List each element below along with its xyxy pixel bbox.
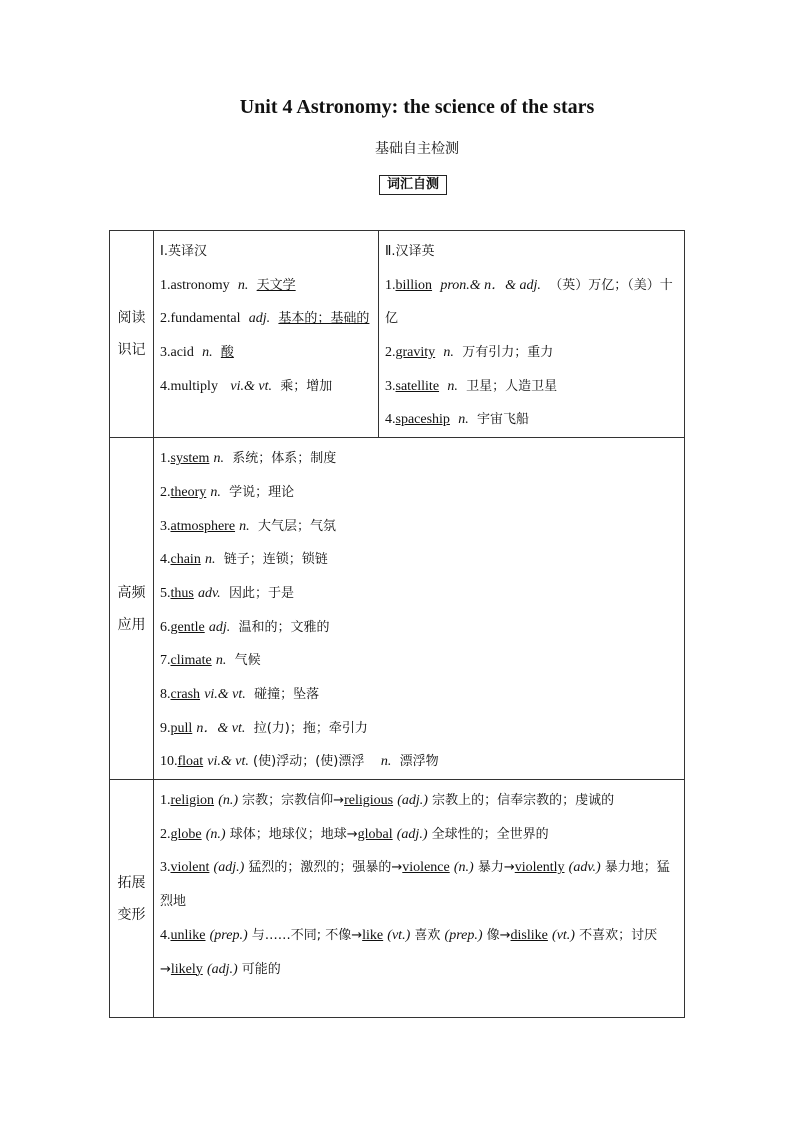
part1-heading: Ⅰ.英译汉 — [160, 244, 207, 259]
chinese-to-english-cell — [379, 231, 685, 438]
list-item: 3.atmosphere n. 大气层；气氛 — [160, 518, 336, 534]
list-item: 9.pull n．& vt. 拉(力)；拖；牵引力 — [160, 720, 368, 736]
part2-heading: Ⅱ.汉译英 — [385, 244, 435, 259]
frequent-cell — [154, 438, 685, 780]
list-item: 7.climate n. 气候 — [160, 653, 261, 669]
list-item: 4.unlike (prep.) 与……不同; 不像→like (vt.) 喜欢 (prep.) 像→dislike (vt.) 不喜欢；讨厌→likely (adj.) 可能的 — [160, 927, 658, 977]
list-item: 2.gravity n. 万有引力；重力 — [385, 345, 554, 361]
table-row — [110, 438, 685, 780]
list-item: 3.acid n. 酸 — [160, 345, 234, 361]
table-row — [110, 231, 685, 438]
category-frequent — [110, 438, 154, 780]
list-item: 4.chain n. 链子；连锁；锁链 — [160, 552, 328, 568]
list-item: 6.gentle adj. 温和的；文雅的 — [160, 619, 330, 635]
list-item: 10.float vi.& vt. (使)浮动；(使)漂浮 n. 漂浮物 — [160, 754, 439, 770]
category-label: 拓展变形 — [117, 874, 146, 923]
list-item: 8.crash vi.& vt. 碰撞；坠落 — [160, 686, 320, 702]
list-item: 2.theory n. 学说；理论 — [160, 484, 295, 500]
category-label: 阅读识记 — [117, 310, 146, 359]
list-item: 3.violent (adj.) 猛烈的；激烈的；强暴的→violence (n.) 暴力→violently (adv.) 暴力地；猛烈地 — [160, 860, 670, 910]
list-item: 4.multiply vi.& vt. 乘；增加 — [160, 378, 333, 394]
list-item: 2.globe (n.) 球体；地球仪；地球→global (adj.) 全球性的；全世界的 — [160, 826, 549, 842]
page-title: Unit 4 Astronomy: the science of the stars — [239, 96, 595, 118]
list-item: 2.fundamental adj. 基本的；基础的 — [160, 311, 370, 327]
list-item: 4.spaceship n. 宇宙飞船 — [385, 412, 529, 428]
table-row — [110, 780, 685, 1018]
page-subtitle: 基础自主检测 — [375, 141, 459, 157]
list-item: 1.billion pron.& n．& adj. （英）万亿；（美）十亿 — [385, 277, 673, 327]
list-item: 1.system n. 系统；体系；制度 — [160, 451, 337, 467]
extended-cell — [154, 780, 685, 1018]
list-item: 3.satellite n. 卫星；人造卫星 — [385, 378, 558, 394]
section-label: 词汇自测 — [379, 175, 447, 195]
list-item: 1.astronomy n. 天文学 — [160, 277, 296, 293]
category-label: 高频应用 — [117, 584, 146, 633]
vocabulary-table — [109, 230, 685, 1018]
category-extended — [110, 780, 154, 1018]
category-reading — [110, 231, 154, 438]
list-item: 1.religion (n.) 宗教；宗教信仰→religious (adj.) 宗教上的；信奉宗教的；虔诚的 — [160, 793, 615, 809]
english-to-chinese-cell — [154, 231, 379, 438]
list-item: 5.thus adv. 因此；于是 — [160, 585, 294, 601]
